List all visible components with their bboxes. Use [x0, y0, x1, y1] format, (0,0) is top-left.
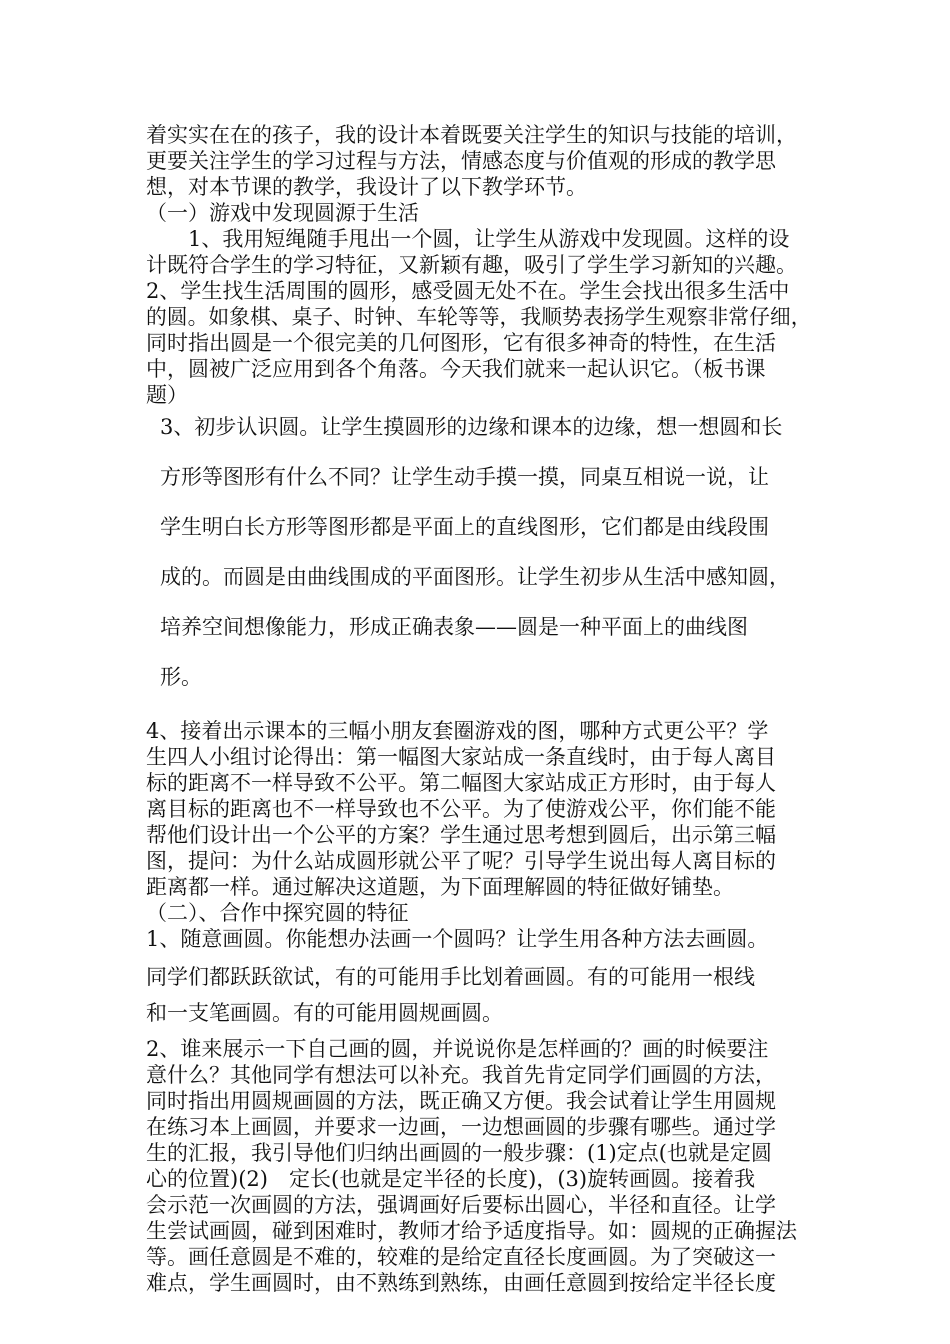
text-line-30: 意什么？其他同学有想法可以补充。我首先肯定同学们画圆的方法，	[146, 1063, 776, 1087]
text-line-1: 着实实在在的孩子，我的设计本着既要关注学生的知识与技能的培训，	[146, 123, 797, 147]
text-line-15: 成的。而圆是由曲线围成的平面图形。让学生初步从生活中感知圆，	[160, 565, 790, 589]
text-line-37: 等。画任意圆是不难的，较难的是给定直径长度画圆。为了突破这一	[146, 1245, 776, 1269]
text-line-28: 和一支笔画圆。有的可能用圆规画圆。	[146, 1001, 503, 1025]
text-line-6: 计既符合学生的学习特征，又新颖有趣，吸引了学生学习新知的兴趣。	[146, 253, 797, 277]
text-line-5: 1、我用短绳随手甩出一个圆，让学生从游戏中发现圆。这样的设	[188, 227, 790, 251]
text-line-34: 心的位置)(2) 定长(也就是定半径的长度)，(3)旋转画圆。接着我	[146, 1167, 756, 1191]
text-line-16: 培养空间想像能力，形成正确表象——圆是一种平面上的曲线图	[160, 615, 748, 639]
text-line-3: 想，对本节课的教学，我设计了以下教学环节。	[146, 175, 587, 199]
text-line-33: 生的汇报，我引导他们归纳出画圆的一般步骤：(1)定点(也就是定圆	[146, 1141, 772, 1165]
text-line-26: 1、随意画圆。你能想办法画一个圆吗？让学生用各种方法去画圆。	[146, 927, 769, 951]
text-line-17: 形。	[160, 665, 202, 689]
text-line-14: 学生明白长方形等图形都是平面上的直线图形，它们都是由线段围	[160, 515, 769, 539]
text-line-2: 更要关注学生的学习过程与方法，情感态度与价值观的形成的教学思	[146, 149, 776, 173]
text-line-7: 2、学生找生活周围的圆形，感受圆无处不在。学生会找出很多生活中	[146, 279, 790, 303]
text-line-22: 帮他们设计出一个公平的方案？学生通过思考想到圆后，出示第三幅	[146, 823, 776, 847]
section-heading-1: （一）游戏中发现圆源于生活	[146, 201, 419, 225]
section-heading-2: （二）、合作中探究圆的特征	[146, 901, 409, 925]
text-line-31: 同时指出用圆规画圆的方法，既正确又方便。我会试着让学生用圆规	[146, 1089, 776, 1113]
text-line-21: 离目标的距离也不一样导致也不公平。为了使游戏公平，你们能不能	[146, 797, 776, 821]
text-line-23: 图，提问：为什么站成圆形就公平了呢？引导学生说出每人离目标的	[146, 849, 776, 873]
text-line-9: 同时指出圆是一个很完美的几何图形，它有很多神奇的特性，在生活	[146, 331, 776, 355]
text-line-12: 3、初步认识圆。让学生摸圆形的边缘和课本的边缘，想一想圆和长	[160, 415, 783, 439]
text-line-20: 标的距离不一样导致不公平。第二幅图大家站成正方形时，由于每人	[146, 771, 776, 795]
text-line-24: 距离都一样。通过解决这道题，为下面理解圆的特征做好铺垫。	[146, 875, 734, 899]
text-line-29: 2、谁来展示一下自己画的圆，并说说你是怎样画的？画的时候要注	[146, 1037, 769, 1061]
text-line-35: 会示范一次画圆的方法，强调画好后要标出圆心，半径和直径。让学	[146, 1193, 776, 1217]
text-line-10: 中，圆被广泛应用到各个角落。今天我们就来一起认识它。（板书课	[146, 357, 766, 381]
text-line-8: 的圆。如象棋、桌子、时钟、车轮等等，我顺势表扬学生观察非常仔细，	[146, 305, 812, 329]
text-line-27: 同学们都跃跃欲试，有的可能用手比划着画圆。有的可能用一根线	[146, 965, 755, 989]
text-line-32: 在练习本上画圆，并要求一边画，一边想画圆的步骤有哪些。通过学	[146, 1115, 776, 1139]
text-line-19: 生四人小组讨论得出：第一幅图大家站成一条直线时，由于每人离目	[146, 745, 776, 769]
text-line-11: 题）	[146, 383, 188, 407]
text-line-18: 4、接着出示课本的三幅小朋友套圈游戏的图，哪种方式更公平？学	[146, 719, 769, 743]
text-line-36: 生尝试画圆，碰到困难时，教师才给予适度指导。如：圆规的正确握法	[146, 1219, 797, 1243]
text-line-13: 方形等图形有什么不同？让学生动手摸一摸，同桌互相说一说，让	[160, 465, 769, 489]
text-line-38: 难点，学生画圆时，由不熟练到熟练，由画任意圆到按给定半径长度	[146, 1271, 776, 1295]
